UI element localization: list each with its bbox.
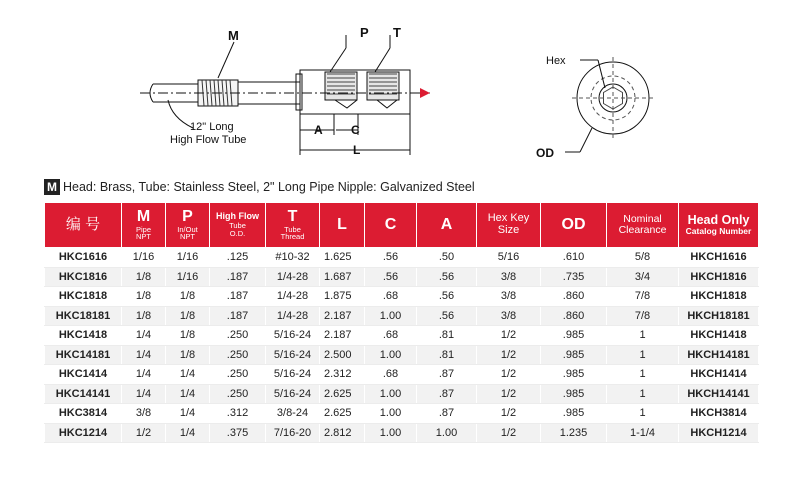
cell-m-pipe: 1/2	[122, 423, 166, 443]
cell-m-pipe: 1/4	[122, 365, 166, 385]
cell-hex-key: 1/2	[477, 423, 541, 443]
cell-t-thread: 3/8-24	[266, 404, 320, 424]
cell-part-number: HKC3814	[45, 404, 122, 424]
cell-t-thread: 5/16-24	[266, 326, 320, 346]
material-caption	[44, 178, 475, 196]
cell-od: .610	[541, 248, 607, 268]
cell-a: .50	[417, 248, 477, 268]
cell-p-in-out: 1/4	[166, 423, 210, 443]
cell-t-thread: 5/16-24	[266, 384, 320, 404]
end-view-drawing	[565, 57, 654, 152]
cell-t-thread: 5/16-24	[266, 365, 320, 385]
cell-od: .985	[541, 365, 607, 385]
cell-tube-od: .125	[210, 248, 266, 268]
cell-tube-od: .250	[210, 345, 266, 365]
cell-c: .68	[365, 287, 417, 307]
cell-t-thread: 1/4-28	[266, 287, 320, 307]
cell-a: .81	[417, 326, 477, 346]
cell-c: 1.00	[365, 423, 417, 443]
cell-head-only: HKCH1616	[679, 248, 759, 268]
cell-clearance: 5/8	[607, 248, 679, 268]
cell-a: .56	[417, 287, 477, 307]
cell-c: 1.00	[365, 384, 417, 404]
cell-m-pipe: 1/16	[122, 248, 166, 268]
header-tube-od: High Flow Tube O.D.	[210, 203, 266, 248]
cell-t-thread: 1/4-28	[266, 306, 320, 326]
table-row	[45, 345, 759, 365]
cell-clearance: 7/8	[607, 306, 679, 326]
header-a: A	[417, 203, 477, 248]
spec-table	[44, 202, 759, 443]
cell-clearance: 7/8	[607, 287, 679, 307]
header-p: P In/Out NPT	[166, 203, 210, 248]
label-hex: Hex	[546, 55, 566, 67]
cell-head-only: HKCH1816	[679, 267, 759, 287]
header-c: C	[365, 203, 417, 248]
cell-c: 1.00	[365, 345, 417, 365]
cell-t-thread: 5/16-24	[266, 345, 320, 365]
cell-p-in-out: 1/8	[166, 345, 210, 365]
cell-clearance: 1	[607, 365, 679, 385]
label-od: OD	[536, 146, 554, 160]
table-row	[45, 384, 759, 404]
cell-c: 1.00	[365, 404, 417, 424]
cell-t-thread: #10-32	[266, 248, 320, 268]
table-row	[45, 423, 759, 443]
label-p: P	[360, 25, 369, 40]
cell-m-pipe: 1/4	[122, 326, 166, 346]
header-hex-key: Hex Key Size	[477, 203, 541, 248]
cell-clearance: 1	[607, 404, 679, 424]
label-tube-line2: High Flow Tube	[170, 134, 247, 146]
cell-m-pipe: 1/8	[122, 306, 166, 326]
label-a: A	[314, 123, 323, 137]
cell-l: 2.812	[320, 423, 365, 443]
cell-t-thread: 1/4-28	[266, 267, 320, 287]
table-header-row	[45, 203, 759, 248]
cell-l: 2.312	[320, 365, 365, 385]
table-row	[45, 248, 759, 268]
table-body	[45, 248, 759, 443]
cell-tube-od: .187	[210, 306, 266, 326]
cell-c: 1.00	[365, 306, 417, 326]
cell-part-number: HKC14141	[45, 384, 122, 404]
cell-od: .860	[541, 306, 607, 326]
cell-hex-key: 1/2	[477, 326, 541, 346]
cell-hex-key: 3/8	[477, 306, 541, 326]
table-row	[45, 404, 759, 424]
cell-od: .985	[541, 404, 607, 424]
cell-hex-key: 3/8	[477, 287, 541, 307]
cell-p-in-out: 1/4	[166, 384, 210, 404]
label-t: T	[393, 25, 401, 40]
cell-l: 2.625	[320, 384, 365, 404]
cell-part-number: HKC1616	[45, 248, 122, 268]
cell-hex-key: 5/16	[477, 248, 541, 268]
cell-m-pipe: 3/8	[122, 404, 166, 424]
label-l: L	[353, 143, 361, 157]
cell-p-in-out: 1/8	[166, 306, 210, 326]
cell-p-in-out: 1/4	[166, 365, 210, 385]
header-od: OD	[541, 203, 607, 248]
table-row	[45, 306, 759, 326]
cell-od: .985	[541, 326, 607, 346]
cell-a: .87	[417, 365, 477, 385]
table-row	[45, 267, 759, 287]
cell-a: 1.00	[417, 423, 477, 443]
header-head-only: Head Only Catalog Number	[679, 203, 759, 248]
cell-m-pipe: 1/4	[122, 384, 166, 404]
technical-drawing	[0, 0, 800, 180]
header-t: T Tube Thread	[266, 203, 320, 248]
table-row	[45, 287, 759, 307]
cell-l: 1.687	[320, 267, 365, 287]
cell-head-only: HKCH1214	[679, 423, 759, 443]
cell-c: .56	[365, 267, 417, 287]
cell-hex-key: 1/2	[477, 345, 541, 365]
header-part-number: 编 号	[45, 203, 122, 248]
cell-clearance: 1	[607, 326, 679, 346]
cell-part-number: HKC14181	[45, 345, 122, 365]
cell-p-in-out: 1/8	[166, 287, 210, 307]
cell-p-in-out: 1/8	[166, 326, 210, 346]
cell-head-only: HKCH14181	[679, 345, 759, 365]
table-row	[45, 326, 759, 346]
cell-tube-od: .187	[210, 287, 266, 307]
cell-head-only: HKCH1418	[679, 326, 759, 346]
cell-m-pipe: 1/8	[122, 287, 166, 307]
cell-clearance: 3/4	[607, 267, 679, 287]
cell-clearance: 1	[607, 384, 679, 404]
label-tube-line1: 12" Long	[190, 121, 234, 133]
cell-tube-od: .250	[210, 365, 266, 385]
cell-l: 1.875	[320, 287, 365, 307]
cell-head-only: HKCH1818	[679, 287, 759, 307]
cell-c: .68	[365, 365, 417, 385]
cell-p-in-out: 1/16	[166, 248, 210, 268]
cell-part-number: HKC1414	[45, 365, 122, 385]
label-c: C	[351, 123, 360, 137]
cell-tube-od: .375	[210, 423, 266, 443]
cell-tube-od: .187	[210, 267, 266, 287]
cell-t-thread: 7/16-20	[266, 423, 320, 443]
header-l: L	[320, 203, 365, 248]
cell-l: 2.500	[320, 345, 365, 365]
cell-clearance: 1-1/4	[607, 423, 679, 443]
cell-od: 1.235	[541, 423, 607, 443]
cell-c: .68	[365, 326, 417, 346]
cell-a: .87	[417, 404, 477, 424]
cell-p-in-out: 1/4	[166, 404, 210, 424]
header-m: M Pipe NPT	[122, 203, 166, 248]
table-row	[45, 365, 759, 385]
cell-head-only: HKCH1414	[679, 365, 759, 385]
cell-head-only: HKCH18181	[679, 306, 759, 326]
cell-l: 2.187	[320, 326, 365, 346]
cell-c: .56	[365, 248, 417, 268]
cell-part-number: HKC1418	[45, 326, 122, 346]
cell-hex-key: 1/2	[477, 365, 541, 385]
cell-od: .985	[541, 384, 607, 404]
cell-tube-od: .250	[210, 384, 266, 404]
header-nominal-clearance: Nominal Clearance	[607, 203, 679, 248]
cell-od: .860	[541, 287, 607, 307]
cell-a: .81	[417, 345, 477, 365]
cell-part-number: HKC1214	[45, 423, 122, 443]
cell-p-in-out: 1/16	[166, 267, 210, 287]
cell-l: 2.625	[320, 404, 365, 424]
cell-tube-od: .312	[210, 404, 266, 424]
cell-m-pipe: 1/4	[122, 345, 166, 365]
cell-head-only: HKCH14141	[679, 384, 759, 404]
caption-text: Head: Brass, Tube: Stainless Steel, 2" Long Pipe Nipple: Galvanized Steel	[63, 180, 475, 194]
cell-part-number: HKC1816	[45, 267, 122, 287]
cell-part-number: HKC1818	[45, 287, 122, 307]
label-m: M	[228, 28, 239, 43]
cell-od: .735	[541, 267, 607, 287]
cell-a: .56	[417, 306, 477, 326]
cell-l: 2.187	[320, 306, 365, 326]
cell-tube-od: .250	[210, 326, 266, 346]
cell-hex-key: 1/2	[477, 384, 541, 404]
cell-hex-key: 3/8	[477, 267, 541, 287]
cell-clearance: 1	[607, 345, 679, 365]
cell-l: 1.625	[320, 248, 365, 268]
cell-a: .87	[417, 384, 477, 404]
cell-m-pipe: 1/8	[122, 267, 166, 287]
caption-badge: M	[44, 179, 60, 195]
cell-hex-key: 1/2	[477, 404, 541, 424]
cell-od: .985	[541, 345, 607, 365]
cell-head-only: HKCH3814	[679, 404, 759, 424]
cell-part-number: HKC18181	[45, 306, 122, 326]
cell-a: .56	[417, 267, 477, 287]
